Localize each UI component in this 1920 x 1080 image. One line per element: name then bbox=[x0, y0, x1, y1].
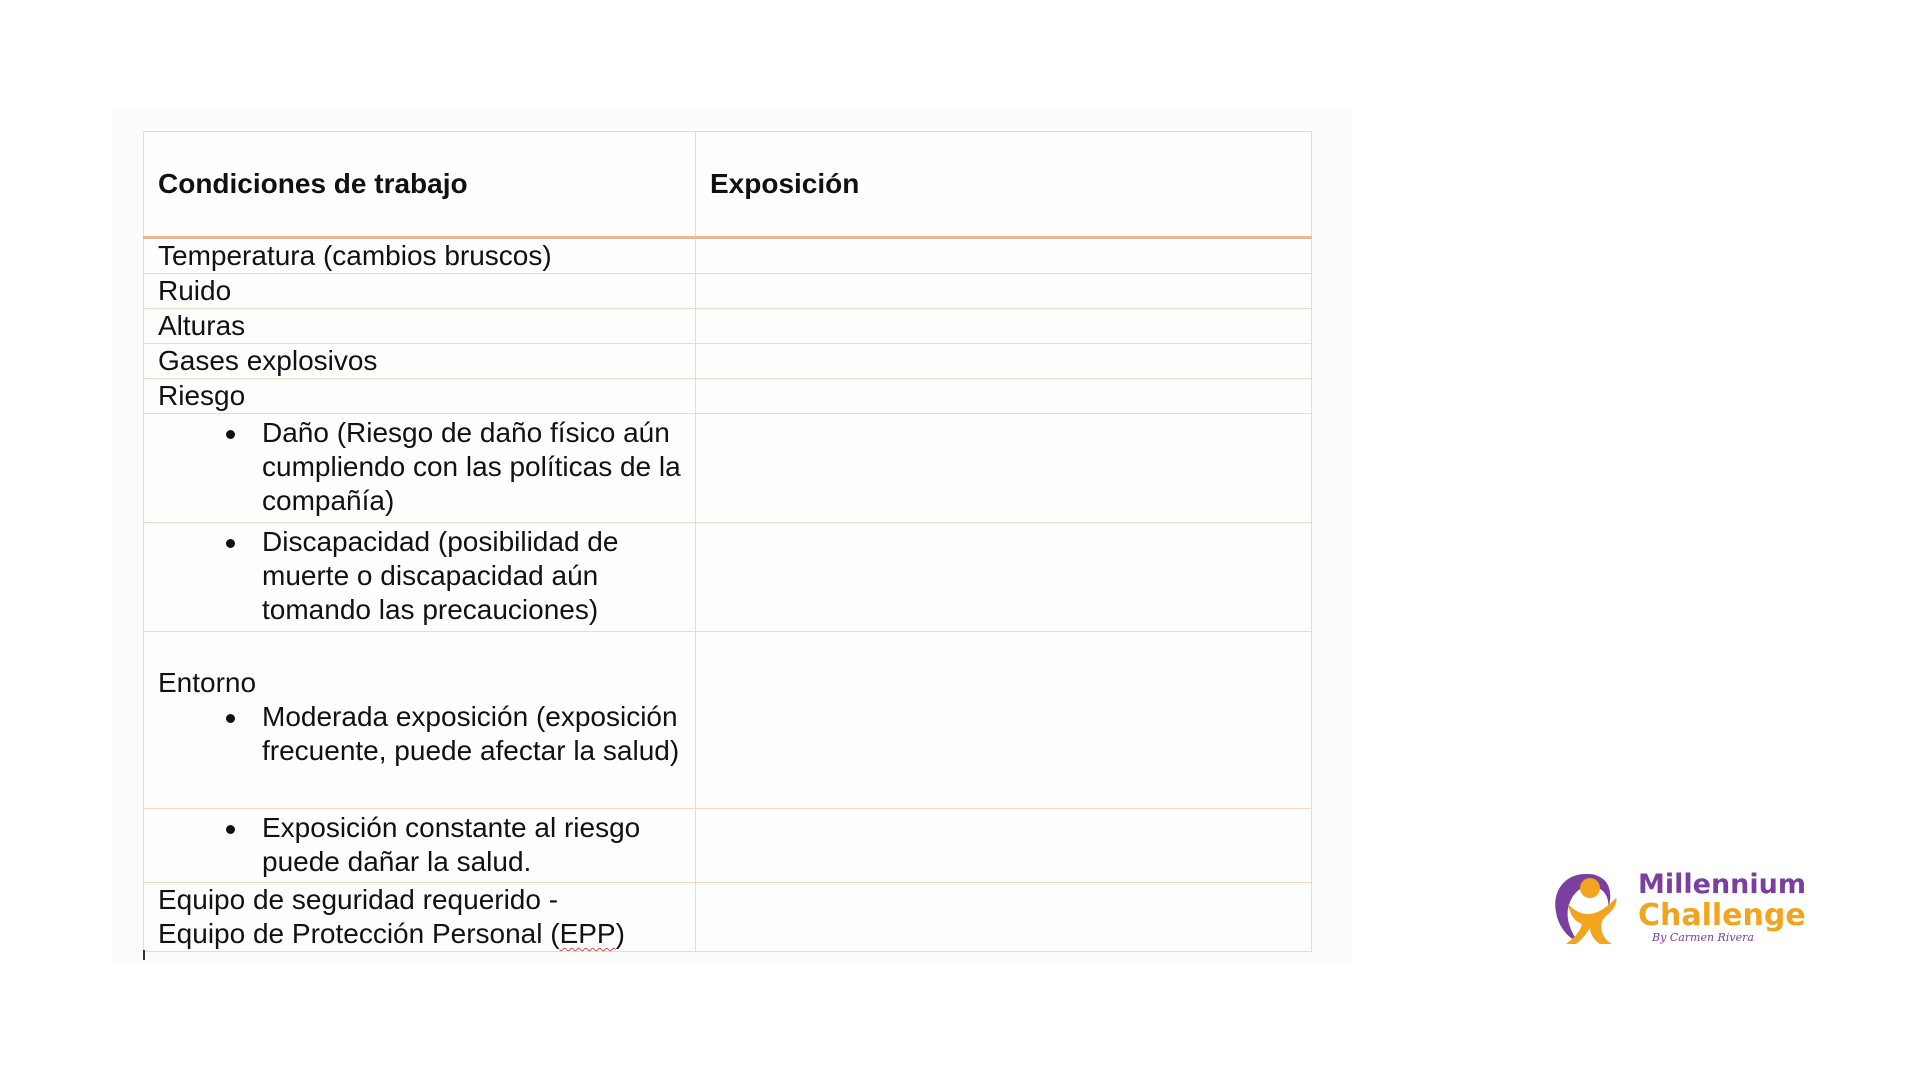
table-row bbox=[144, 632, 1312, 809]
bullet-damage: Daño (Riesgo de daño físico aún cumpliendo con las políticas de la compañía) bbox=[248, 416, 681, 518]
logo-name-line-1: Millennium bbox=[1638, 869, 1806, 900]
cell-damage bbox=[144, 414, 696, 523]
table-header-row bbox=[144, 132, 1312, 238]
bullet-disability: Discapacidad (posibilidad de muerte o discapacidad aún tomando las precauciones) bbox=[248, 525, 681, 627]
equipment-line-2 bbox=[158, 917, 681, 951]
table-row bbox=[144, 883, 1312, 952]
epp-abbreviation: EPP bbox=[559, 918, 616, 949]
table-row bbox=[144, 414, 1312, 523]
table-row bbox=[144, 274, 1312, 309]
bullet-list bbox=[158, 416, 681, 518]
table-row bbox=[144, 344, 1312, 379]
cell-exposure-empty[interactable] bbox=[696, 379, 1312, 414]
cell-exposure-empty[interactable] bbox=[696, 523, 1312, 632]
header-exposure: Exposición bbox=[696, 132, 1312, 238]
cell-explosive-gases: Gases explosivos bbox=[144, 344, 696, 379]
cell-exposure-empty[interactable] bbox=[696, 274, 1312, 309]
bullet-moderate-exposure: Moderada exposición (exposición frecuente, puede afectar la salud) bbox=[248, 700, 681, 768]
working-conditions-table bbox=[143, 131, 1312, 952]
cell-risk: Riesgo bbox=[144, 379, 696, 414]
cell-noise: Ruido bbox=[144, 274, 696, 309]
cell-constant-exposure bbox=[144, 809, 696, 883]
cell-disability bbox=[144, 523, 696, 632]
bullet-list bbox=[158, 525, 681, 627]
bullet-list bbox=[158, 700, 681, 768]
table-row bbox=[144, 809, 1312, 883]
cell-exposure-empty[interactable] bbox=[696, 238, 1312, 274]
table-row bbox=[144, 309, 1312, 344]
header-working-conditions: Condiciones de trabajo bbox=[144, 132, 696, 238]
cell-temperature: Temperatura (cambios bruscos) bbox=[144, 238, 696, 274]
table-row bbox=[144, 379, 1312, 414]
cell-environment bbox=[144, 632, 696, 809]
logo-figure-icon bbox=[1546, 868, 1630, 948]
equipment-line-1: Equipo de seguridad requerido - bbox=[158, 884, 559, 915]
equipment-suffix: ) bbox=[615, 918, 625, 949]
equipment-prefix: Equipo de Protección Personal ( bbox=[158, 918, 560, 949]
cell-exposure-empty[interactable] bbox=[696, 632, 1312, 809]
table-row bbox=[144, 238, 1312, 274]
logo-byline: By Carmen Rivera bbox=[1652, 931, 1754, 944]
text-cursor bbox=[143, 950, 145, 960]
cell-exposure-empty[interactable] bbox=[696, 309, 1312, 344]
bullet-list bbox=[158, 811, 681, 879]
millennium-challenge-logo bbox=[1546, 864, 1826, 948]
bullet-constant-exposure: Exposición constante al riesgo puede dañar la salud. bbox=[248, 811, 681, 879]
logo-name-line-2: Challenge bbox=[1638, 898, 1806, 933]
cell-heights: Alturas bbox=[144, 309, 696, 344]
environment-label: Entorno bbox=[158, 667, 257, 698]
cell-exposure-empty[interactable] bbox=[696, 883, 1312, 952]
cell-safety-equipment bbox=[144, 883, 696, 952]
cell-exposure-empty[interactable] bbox=[696, 809, 1312, 883]
cell-exposure-empty[interactable] bbox=[696, 414, 1312, 523]
table-row bbox=[144, 523, 1312, 632]
cell-exposure-empty[interactable] bbox=[696, 344, 1312, 379]
